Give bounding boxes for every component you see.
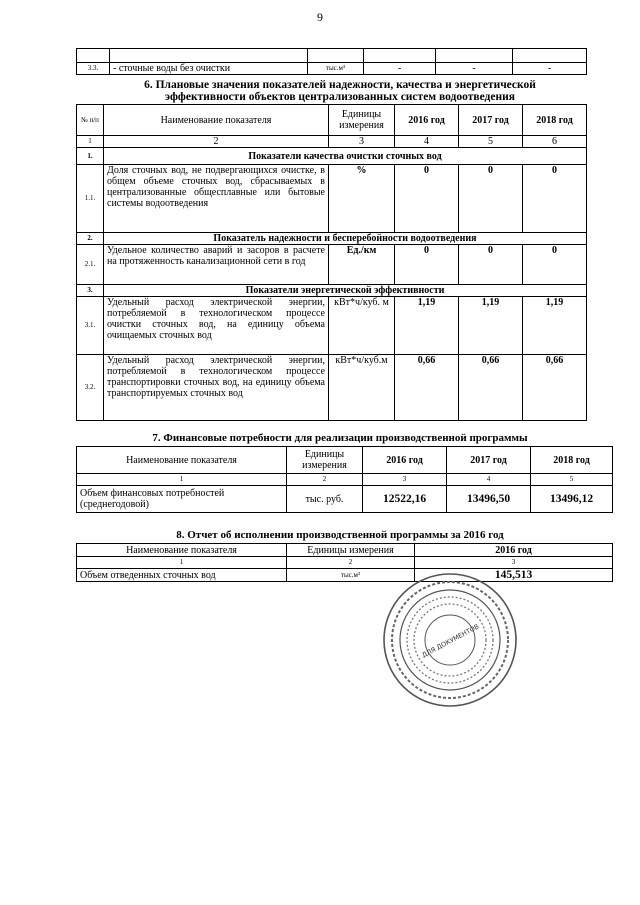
col-number: 2 [104, 136, 329, 148]
official-stamp [380, 570, 520, 710]
col-header-2017: 2017 год [447, 447, 531, 474]
col-number: 5 [531, 474, 613, 486]
col-header-name: Наименование показателя [77, 544, 287, 557]
group-number: 3. [77, 285, 104, 297]
table-header-row [77, 544, 613, 557]
group-title: Показатель надежности и бесперебойности водоотведения [104, 233, 587, 245]
indicator-name: Объем финансовых потребностей (среднегодовой) [77, 486, 287, 513]
unit-cell: % [329, 165, 395, 233]
col-header-unit: Единицы измерения [287, 544, 415, 557]
table-row [77, 569, 613, 582]
col-number: 3 [415, 557, 613, 569]
column-number-row [77, 474, 613, 486]
col-number: 3 [329, 136, 395, 148]
col-number: 2 [287, 557, 415, 569]
group-row [77, 285, 587, 297]
col-header-unit: Единицы измерения [329, 105, 395, 136]
top-table [76, 48, 587, 75]
value-cell: 12522,16 [363, 486, 447, 513]
col-header-unit: Единицы измерения [287, 447, 363, 474]
indicator-name: Удельный расход электрической энергии, потребляемой в технологическом процессе очистки сточных вод, на единицу объема очищаемых сточных вод [104, 297, 329, 355]
value-cell: - [436, 63, 513, 75]
value-cell: - [364, 63, 436, 75]
unit-cell: кВт*ч/куб.м [329, 355, 395, 421]
group-row [77, 148, 587, 165]
column-number-row [77, 557, 613, 569]
col-number: 1 [77, 474, 287, 486]
indicator-name: - сточные воды без очистки [110, 63, 308, 75]
table-row [77, 355, 587, 421]
section-6-table [76, 104, 587, 421]
table-row [77, 165, 587, 233]
value-cell: 1,19 [523, 297, 587, 355]
col-header-2017: 2017 год [459, 105, 523, 136]
value-cell: 13496,50 [447, 486, 531, 513]
stamp-center-text: ДЛЯ ДОКУМЕНТОВ [420, 622, 481, 660]
value-cell: 0,66 [523, 355, 587, 421]
value-cell: 0,66 [459, 355, 523, 421]
col-number: 2 [287, 474, 363, 486]
col-number: 4 [447, 474, 531, 486]
group-row [77, 233, 587, 245]
col-header-2018: 2018 год [531, 447, 613, 474]
unit-cell: тыс.м³ [287, 569, 415, 582]
table-row [77, 63, 587, 75]
value-cell: 0 [395, 165, 459, 233]
unit-cell: тыс.м³ [308, 63, 364, 75]
section-6-title-line2: эффективности объектов централизованных систем водоотведения [165, 91, 515, 103]
col-header-num: № п/п [77, 105, 104, 136]
value-cell: - [513, 63, 587, 75]
col-header-2016: 2016 год [415, 544, 613, 557]
section-7-table [76, 446, 613, 513]
indicator-name: Удельный расход электрической энергии, потребляемой в технологическом процессе транспортировки сточных вод, на единицу объема транспортируемых сточных вод [104, 355, 329, 421]
value-cell: 0 [523, 245, 587, 285]
row-number: 1.1. [77, 165, 104, 233]
col-number: 4 [395, 136, 459, 148]
col-number: 3 [363, 474, 447, 486]
value-cell: 145,513 [415, 569, 613, 582]
row-number: 3.2. [77, 355, 104, 421]
col-header-2016: 2016 год [363, 447, 447, 474]
group-number: 2. [77, 233, 104, 245]
section-8-table [76, 543, 613, 582]
col-number: 1 [77, 557, 287, 569]
column-number-row [77, 136, 587, 148]
value-cell: 0 [459, 245, 523, 285]
row-number: 2.1. [77, 245, 104, 285]
table-row [77, 245, 587, 285]
table-header-row [77, 447, 613, 474]
section-7-title: 7. Финансовые потребности для реализации производственной программы [152, 432, 528, 444]
table-row [77, 486, 613, 513]
group-title: Показатели энергетической эффективности [104, 285, 587, 297]
table-row [77, 297, 587, 355]
group-title: Показатели качества очистки сточных вод [104, 148, 587, 165]
row-number: 3.1. [77, 297, 104, 355]
group-number: 1. [77, 148, 104, 165]
table-header-row [77, 105, 587, 136]
col-header-2018: 2018 год [523, 105, 587, 136]
indicator-name: Доля сточных вод, не подвергающихся очистке, в общем объеме сточных вод, сбрасываемых в централизованные общесплавные или бытовые системы водоотведения [104, 165, 329, 233]
col-number: 6 [523, 136, 587, 148]
value-cell: 13496,12 [531, 486, 613, 513]
value-cell: 0,66 [395, 355, 459, 421]
value-cell: 0 [523, 165, 587, 233]
row-number: 3.3. [77, 63, 110, 75]
section-8-title: 8. Отчет об исполнении производственной программы за 2016 год [176, 529, 504, 541]
unit-cell: Ед./км [329, 245, 395, 285]
section-6-title [60, 79, 620, 103]
col-number: 1 [77, 136, 104, 148]
section-6-title-line1: 6. Плановые значения показателей надежности, качества и энергетической [144, 79, 536, 91]
page-number: 9 [317, 10, 323, 24]
col-header-2016: 2016 год [395, 105, 459, 136]
value-cell: 0 [395, 245, 459, 285]
value-cell: 1,19 [395, 297, 459, 355]
col-header-name: Наименование показателя [104, 105, 329, 136]
indicator-name: Удельное количество аварий и засоров в расчете на протяженность канализационной сети в год [104, 245, 329, 285]
col-number: 5 [459, 136, 523, 148]
col-header-name: Наименование показателя [77, 447, 287, 474]
value-cell: 1,19 [459, 297, 523, 355]
indicator-name: Объем отведенных сточных вод [77, 569, 287, 582]
unit-cell: кВт*ч/куб. м [329, 297, 395, 355]
unit-cell: тыс. руб. [287, 486, 363, 513]
value-cell: 0 [459, 165, 523, 233]
